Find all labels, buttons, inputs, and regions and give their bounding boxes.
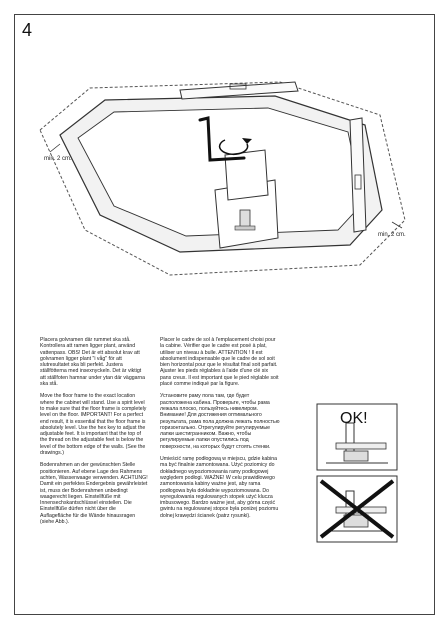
text-pl: Umieścić ramę podłogową w miejscu, gdzie kabina ma być finalnie zamontowana. Użyć poziomicy do dokładnego wypoziomowania ramy podłogowej względem podłogi. WAŻNE! W celu prawidłowego zamontowania kabiny ważne jest, aby rama podłogowa była dokładnie wypoziomowana. Do wyregulowania regulowanych stopek użyć klucza imbusowego. Bardzo ważne jest, aby górna część gwintu na regulowanej stopce była poniżej poziomu dolnej krawędzi ścianek (patrz rysunki). (160, 456, 279, 519)
text-ru: Установите раму пола там, где будет расположена кабина. Проверьте, чтобы рама лежала плоско, пользуйтесь нивелиром. Внимание! Для достижения оптимального результата, рама пола должна лежать полностью горизонтально. Отрегулируйте регулируемые лапки шестигранником. Важно, чтобы регулируемые лапки опустились под поверхности, на которых будут стоять стенки. (160, 393, 280, 450)
ok-label: OK! (340, 410, 368, 427)
text-column-left (40, 337, 148, 531)
left-gap-label: min. 2 cm. (44, 156, 72, 162)
text-de: Bodenrahmen an der gewünschten Stelle positionieren. Auf ebene Lage des Rahmens achten, Wasserwaage verwenden. ACHTUNG! Damit ein perfektes Endergebnis gewährleistet ist, muss der Bodenrahmen unbedingt waagerecht liegen. Einstellfüße mit Innensechskantschlüssel einstellen. Die Einstellfüße dürfen nicht über die Auflagefläche für die Wände hinausragen (siehe Abb.). (40, 462, 148, 526)
text-fr: Placer le cadre de sol à l'emplacement choisi pour la cabine. Vérifier que le cadre est posé à plat, utiliser un niveau à bulle. ATTENTION ! Il est absolument indispensable que le cadre de sol soit bien horizontal pour que le résultat final soit parfait. Ajuster les pieds réglables à l'aide d'une clé six pans creux. Il est important que le pied réglable soit placé comme indiqué par la figure. (160, 337, 279, 388)
adjustable-foot (240, 210, 250, 228)
text-sv: Placera golvramen där rummet ska stå. Kontrollera att ramen ligger plant, använd vattenpass. OBS! Det är ett absolut krav att golvramen ligger plant "i våg" för att slutresultatet ska bli perfekt. Justera ställfötterna med insexnyckeln. Det är viktigt att ställfoten hamnar under ytan där väggarna ska stå. (40, 337, 145, 388)
text-column-middle (160, 337, 280, 525)
step-number: 4 (22, 20, 33, 40)
floor-frame-illustration (30, 60, 420, 320)
text-en: Move the floor frame to the exact location where the cabinet will stand. Use a spirit level to make sure that the floor frame is completely level on the floor. IMPORTANT! For a perfect end result, it is essential that the floor frame is absolutely level. Use the hex key to adjust the adjustable feet. It is important that the top of the thread on the adjustable feet is below the level of the bottom edge of the walls. (See the drawings.) (40, 393, 147, 457)
right-gap-label: min. 2 cm. (378, 232, 406, 238)
